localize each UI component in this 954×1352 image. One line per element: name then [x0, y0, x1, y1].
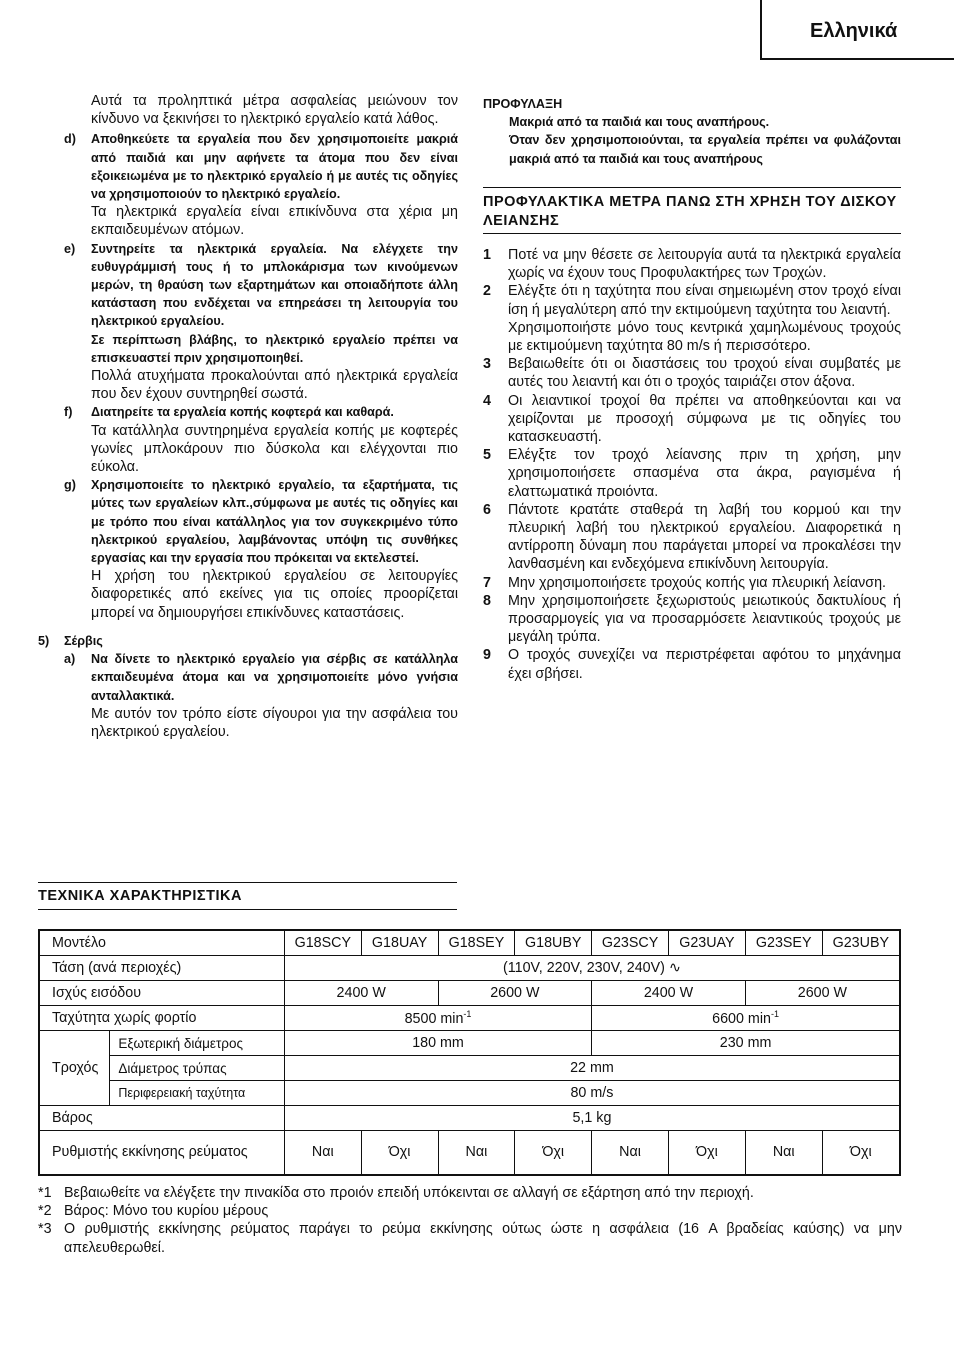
row-hole-diameter [39, 1056, 900, 1081]
peripheral-speed-label: Περιφερειακή ταχύτητα [110, 1081, 284, 1106]
speed-value: 6600 $\min^{-1}$ [592, 1006, 900, 1031]
starter-value: Όχι [668, 1131, 745, 1175]
model-cell: G18SCY [284, 930, 361, 956]
service-title: Σέρβις [64, 633, 103, 648]
footnote: *1 Βεβαιωθείτε να ελέγξετε την πινακίδα στο προιόν επειδή υπόκεινται σε αλλαγή σε εξάρτηση από την περιοχή. [38, 1185, 754, 1201]
section-rule-top [483, 187, 901, 188]
grinding-item-4: 4 Οι λειαντικοί τροχοί θα πρέπει να αποθηκεύονται και να χειρίζονται με προσοχή σύμφωνα με τις οδηγίες του κατασκευαστή. [483, 392, 901, 446]
outer-diameter-value: 230 mm [592, 1031, 900, 1056]
language-tab [760, 0, 954, 60]
power-value: 2400 W [284, 981, 438, 1006]
starter-value: Όχι [515, 1131, 592, 1175]
speed-label: Ταχύτητα χωρίς φορτίο [39, 1006, 284, 1031]
power-label: Ισχύς εισόδου [39, 981, 284, 1006]
weight-value: 5,1 kg [284, 1106, 900, 1131]
power-value: 2600 W [745, 981, 900, 1006]
language-label: Ελληνικά [810, 20, 898, 42]
starter-label: Ρυθμιστής εκκίνησης ρεύματος [39, 1131, 284, 1175]
model-cell: G18UBY [515, 930, 592, 956]
power-value: 2600 W [438, 981, 592, 1006]
grinding-item-3: 3 Βεβαιωθείτε ότι οι διαστάσεις του τροχού είναι συμβατές με αυτές του λειαντή και ότι ο τροχός ταιριάζει στον άξονα. [483, 356, 901, 391]
voltage-value-cell: (110V, 220V, 230V, 240V) ∿ [284, 956, 900, 981]
grinding-item-8: 8 Μην χρησιμοποιήσετε ξεχωριστούς μειωτικούς δακτυλίους ή προσαρμογείς για να προσαρμόσετε λειαντικούς τροχούς με μεγάλη τρύπα. [483, 592, 901, 646]
wheel-label: Τροχός [39, 1031, 110, 1106]
intro-text: Αυτά τα προληπτικά μέτρα ασφαλείας μειώνουν τον κίνδυνο να ξεκινήσει το ηλεκτρικό εργαλείο κατά λάθος. [91, 93, 458, 128]
row-weight [39, 1106, 900, 1131]
weight-label: Βάρος [39, 1106, 284, 1131]
model-cell: G18SEY [438, 930, 515, 956]
speed-value: 8500 $\min^{-1}$ [284, 1006, 591, 1031]
row-speed [39, 1006, 900, 1031]
specs-table [38, 929, 901, 1176]
model-cell: G23UAY [668, 930, 745, 956]
service-section: 5) Σέρβις [38, 632, 458, 650]
grinding-item-6: 6 Πάντοτε κρατάτε σταθερά τη λαβή του κορμού και την πλευρική λαβή του ηλεκτρικού εργαλείου. Διαφορετικά η αντίρροπη δύναμη που παράγεται μπορεί να προκαλέσει την λανθασμένη και ενδεχόμενα επικίνδυνη λειτουργία. [483, 501, 901, 573]
row-starter [39, 1131, 900, 1175]
starter-value: Ναι [592, 1131, 669, 1175]
footnotes [38, 1184, 902, 1257]
footnote: *3 Ο ρυθμιστής εκκίνησης ρεύματος παράγει το ρεύμα εκκίνησης ούτως ώστε η ασφάλεια (16 A βραδείας καύσης) να μην απελευθερωθεί. [38, 1221, 902, 1256]
power-value: 2400 W [592, 981, 746, 1006]
outer-diameter-label: Εξωτερική διάμετρος [110, 1031, 284, 1056]
row-model [39, 930, 900, 956]
item-service-a: a) Να δίνετε το ηλεκτρικό εργαλείο για σέρβις σε κατάλληλα εκπαιδευμένα άτομα και να χρησιμοποιείτε μόνο γνήσια ανταλλακτικά. Με αυτόν τον τρόπο είστε σίγουροι για την ασφάλεια του ηλεκτρικού εργαλείου. [64, 652, 458, 740]
row-power [39, 981, 900, 1006]
item-e: e) Συντηρείτε τα ηλεκτρικά εργαλεία. Να ελέγχετε την ευθυγράμμισή τους ή το μπλοκάρισμα των κινούμενων μερών, τη θραύση των εξαρτημάτων και οποιαδήποτε άλλη κατάσταση που ενδέχεται να επηρεάσει τη λειτουργία του ηλεκτρικού εργαλείου. Σε περίπτωση βλάβης, το ηλεκτρικό εργαλείο πρέπει να επισκευαστεί πριν χρησιμοποιηθεί. Πολλά ατυχήματα προκαλούνται από ηλεκτρικά εργαλεία που δεν έχουν συντηρηθεί σωστά. [64, 241, 458, 403]
grinding-item-7: 7 Μην χρησιμοποιήσετε τροχούς κοπής για πλευρική λείανση. [483, 574, 886, 591]
row-outer-diameter [39, 1031, 900, 1056]
model-cell: G18UAY [361, 930, 438, 956]
item-g: g) Χρησιμοποιείτε το ηλεκτρικό εργαλείο, τα εξαρτήματα, τις μύτες των εργαλείων κλπ.,σύμφωνα με αυτές τις οδηγίες και με τρόπο που είναι κατάλληλος για τον συγκεκριμένο τύπο ηλεκτρικού εργαλείου, λαμβάνοντας υπόψη τις συνθήκες εργασίας και την εργασία που πρόκειται να εκτελεστεί. Η χρήση του ηλεκτρικού εργαλείου σε λειτουργίες διαφορετικές από εκείνες για τις οποίες προορίζεται μπορεί να δημιουργήσει επικίνδυνες καταστάσεις. [64, 478, 458, 621]
row-voltage [39, 956, 900, 981]
grinding-item-9: 9 Ο τροχός συνεχίζει να περιστρέφεται αφότου το μηχάνημα έχει σβήσει. [483, 647, 901, 682]
right-column [483, 95, 901, 168]
caution-line-2: Όταν δεν χρησιμοποιούνται, τα εργαλεία πρέπει να φυλάζονται μακριά από τα παιδιά και τους αναπήρους [509, 133, 901, 166]
specs-rule-bottom [38, 909, 457, 910]
item-f: f) Διατηρείτε τα εργαλεία κοπής κοφτερά και καθαρά. Τα κατάλληλα συντηρημένα εργαλεία κοπής με κοφτερές γωνίες μπλοκάρουν πιο δύσκολα και ελέγχονται πιο εύκολα. [64, 405, 458, 476]
starter-value: Ναι [284, 1131, 361, 1175]
caution-title: ΠΡΟΦΥΛΑΞΗ [483, 97, 563, 111]
voltage-label: Τάση (ανά περιοχές) [39, 956, 284, 981]
hole-diameter-value: 22 mm [284, 1056, 900, 1081]
model-label: Μοντέλο [39, 930, 284, 956]
specs-rule-top [38, 882, 457, 883]
hole-diameter-label: Διάμετρος τρύπας [110, 1056, 284, 1081]
starter-value: Όχι [361, 1131, 438, 1175]
row-peripheral-speed [39, 1081, 900, 1106]
grinding-item-1: 1 Ποτέ να μην θέσετε σε λειτουργία αυτά τα ηλεκτρικά εργαλεία χωρίς να έχουν τους Προφυλακτήρες των Τροχών. [483, 247, 901, 282]
outer-diameter-value: 180 mm [284, 1031, 591, 1056]
model-cell: G23SEY [745, 930, 822, 956]
grinding-list [483, 246, 901, 683]
starter-value: Ναι [438, 1131, 515, 1175]
section-rule-bottom [483, 233, 901, 234]
ac-symbol-icon: ∿ [668, 960, 681, 976]
starter-value: Όχι [822, 1131, 900, 1175]
left-column [38, 92, 458, 741]
specs-title: ΤΕΧΝΙΚΑ ΧΑΡΑΚΤΗΡΙΣΤΙΚΑ [38, 888, 242, 904]
grinding-item-2: 2 Ελέγξτε ότι η ταχύτητα που είναι σημειωμένη στον τροχό είναι ίση ή μεγαλύτερη από την εκτιμούμενη ταχύτητα του λειαντή. Χρησιμοποιήστε μόνο τους κεντρικά χαμηλωμένους τροχούς με εκτιμούμενη ταχύτητα 80 m/s ή περισσότερο. [483, 283, 901, 355]
peripheral-speed-value: 80 m/s [284, 1081, 900, 1106]
caution-line-1: Μακριά από τα παιδιά και τους αναπήρους. [509, 115, 770, 130]
model-cell: G23UBY [822, 930, 900, 956]
grinding-item-5: 5 Ελέγξτε τον τροχό λείανσης πριν τη χρήση, μην χρησιμοποιήσετε σπασμένα στα άκρα, ραγισμένα ή ελαττωματικά προιόντα. [483, 447, 901, 500]
starter-value: Ναι [745, 1131, 822, 1175]
grinding-section-title: ΠΡΟΦΥΛΑΚΤΙΚΑ ΜΕΤΡΑ ΠΑΝΩ ΣΤΗ ΧΡΗΣΗ ΤΟΥ ΔΙΣΚΟΥ ΛΕΙΑΝΣΗΣ [483, 194, 897, 229]
model-cell: G23SCY [592, 930, 669, 956]
footnote: *2 Βάρος: Μόνο του κυρίου μέρους [38, 1203, 269, 1220]
item-d: d) Αποθηκεύετε τα εργαλεία που δεν χρησιμοποιείτε μακριά από παιδιά και μην αφήνετε τα άτομα που δεν είναι εξοικειωμένα με το ηλεκτρικό εργαλείο ή με αυτές τις οδηγίες να χρησιμοποιούν το ηλεκτρικό εργαλείο. Τα ηλεκτρικά εργαλεία είναι επικίνδυνα στα χέρια μη εκπαιδευμένων ατόμων. [64, 132, 458, 239]
